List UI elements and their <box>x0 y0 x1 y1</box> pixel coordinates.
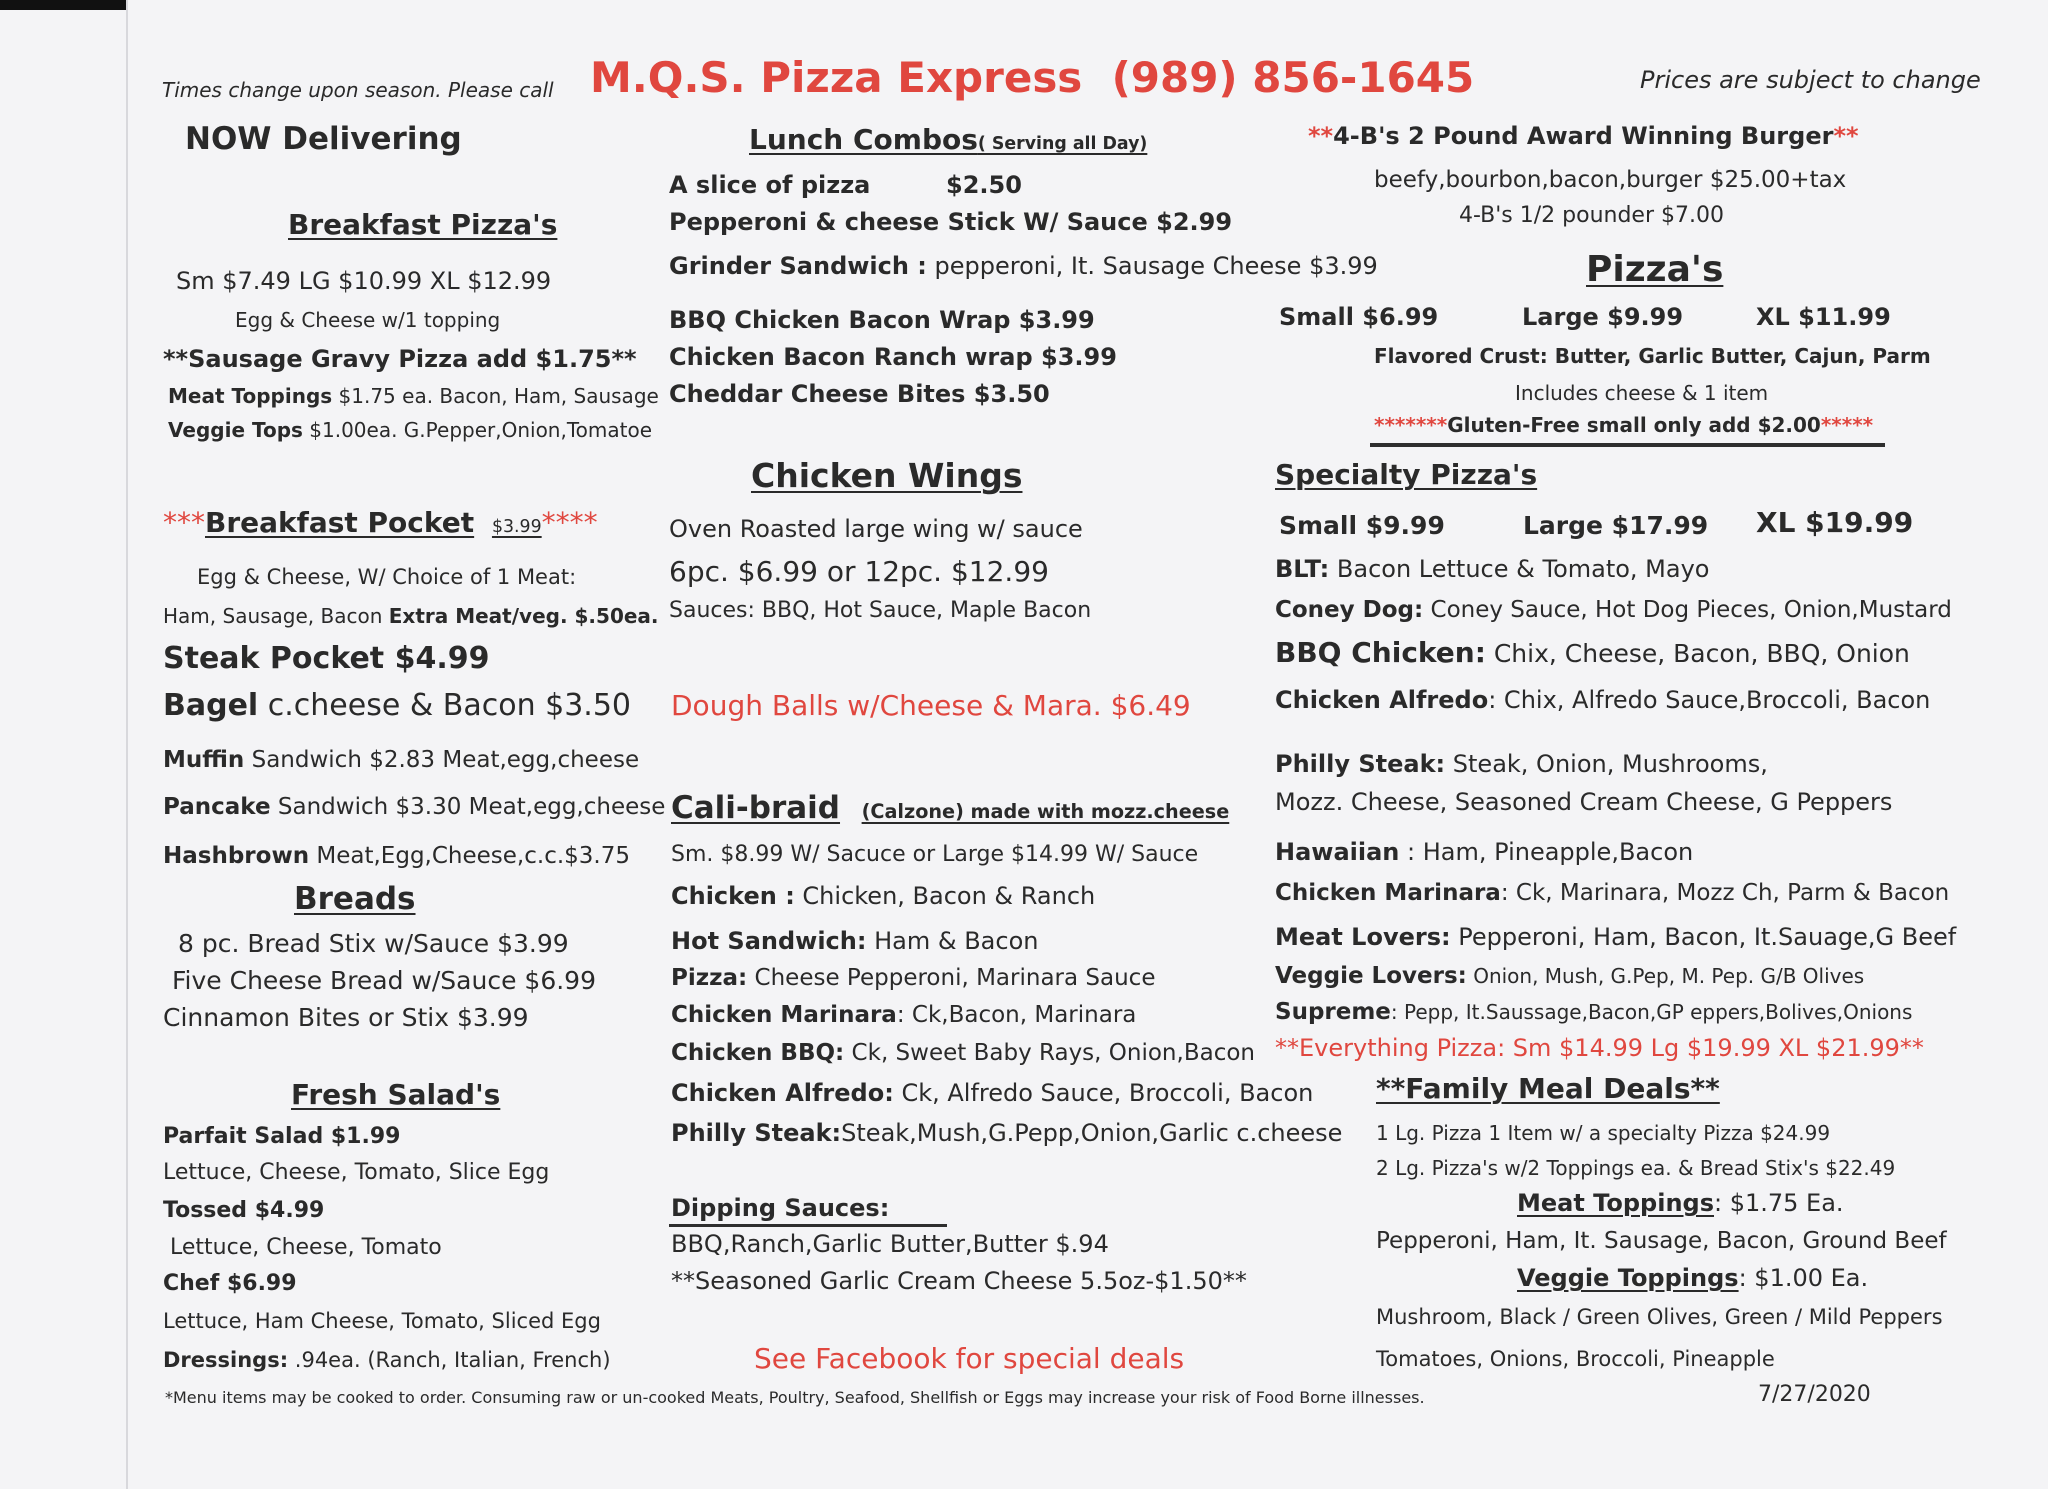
meat-toppings-text: $1.75 ea. Bacon, Ham, Sausage <box>332 384 659 408</box>
breads-heading: Breads <box>294 881 416 917</box>
pocket-desc-2 <box>163 606 659 626</box>
grinder-text: pepperoni, It. Sausage Cheese $3.99 <box>926 252 1378 280</box>
veggie-tops-label: Veggie Tops <box>168 418 303 442</box>
muffin-line <box>163 749 639 772</box>
cali-braid-heading <box>671 790 1230 826</box>
specialty-text: Coney Sauce, Hot Dog Pieces, Onion,Mustard <box>1423 597 1952 623</box>
pizza-slice-price: $2.50 <box>946 171 1022 199</box>
specialty-label: Meat Lovers: <box>1275 923 1451 951</box>
cali-braid-sub: (Calzone) made with mozz.cheese <box>861 800 1230 823</box>
meat-toppings-label: Meat Toppings <box>168 384 333 408</box>
cali-item-text: Ck, Sweet Baby Rays, Onion,Bacon <box>844 1040 1255 1066</box>
cali-braid-prices: Sm. $8.99 W/ Sacuce or Large $14.99 W/ Sauce <box>671 842 1199 867</box>
flavored-crust: Flavored Crust: Butter, Garlic Butter, Cajun, Parm <box>1374 344 1931 368</box>
cali-item-label: Chicken : <box>671 882 795 910</box>
tossed-salad: Tossed $4.99 <box>163 1198 325 1223</box>
breakfast-pizza-desc: Egg & Cheese w/1 topping <box>235 308 501 332</box>
lunch-combos-title: Lunch Combos <box>749 123 978 156</box>
breakfast-pocket-title: Breakfast Pocket <box>205 506 475 539</box>
specialty-label: Chicken Alfredo <box>1275 686 1489 714</box>
pizza-divider <box>1370 443 1885 447</box>
specialty-item <box>1275 1001 1912 1024</box>
pocket-stars-left: *** <box>163 506 205 539</box>
meat-toppings-list: Pepperoni, Ham, It. Sausage, Bacon, Ground Beef <box>1376 1228 1947 1254</box>
pepperoni-stick: Pepperoni & cheese Stick W/ Sauce $2.99 <box>669 208 1233 236</box>
muffin-label: Muffin <box>163 747 245 773</box>
wings-prices: 6pc. $6.99 or 12pc. $12.99 <box>669 555 1049 588</box>
food-disclaimer: *Menu items may be cooked to order. Consuming raw or un-cooked Meats, Poultry, Seafood, Shellfish or Eggs may increase your risk of Food Borne illnesses. <box>165 1388 1425 1407</box>
cali-item-text: Steak,Mush,G.Pepp,Onion,Garlic c.cheese <box>841 1119 1343 1147</box>
veggie-toppings-list-1: Mushroom, Black / Green Olives, Green / Mild Peppers <box>1376 1305 1943 1329</box>
specialty-item <box>1275 752 1768 776</box>
cali-item-text: Cheese Pepperoni, Marinara Sauce <box>747 965 1156 991</box>
cali-item-text: Chicken, Bacon & Ranch <box>794 882 1096 910</box>
dressings-label: Dressings: <box>163 1348 289 1372</box>
specialty-text: Steak, Onion, Mushrooms, <box>1445 750 1768 778</box>
cali-braid-title: Cali-braid <box>671 790 841 826</box>
hashbrown-line <box>163 845 630 868</box>
salads-heading: Fresh Salad's <box>291 1078 501 1111</box>
specialty-text: Pepperoni, Ham, Bacon, It.Sauage,G Beef <box>1450 923 1957 951</box>
specialty-text: : Pepp, It.Saussage,Bacon,GP eppers,Bolives,Onions <box>1390 1000 1913 1024</box>
specialty-item <box>1275 790 1892 814</box>
tossed-desc: Lettuce, Cheese, Tomato <box>170 1235 442 1260</box>
pocket-desc-1: Egg & Cheese, W/ Choice of 1 Meat: <box>197 565 577 589</box>
specialty-text: Mozz. Cheese, Seasoned Cream Cheese, G Peppers <box>1275 788 1893 816</box>
pocket-stars-right: **** <box>541 506 598 539</box>
cali-braid-item <box>671 1042 1255 1065</box>
cali-braid-item <box>671 1081 1313 1105</box>
facebook-deals: See Facebook for special deals <box>754 1342 1185 1375</box>
cali-braid-item <box>671 1004 1136 1027</box>
bbq-wrap: BBQ Chicken Bacon Wrap $3.99 <box>669 306 1095 334</box>
cali-braid-item <box>671 929 1038 953</box>
cali-item-label: Hot Sandwich: <box>671 927 867 955</box>
bagel-text: c.cheese & Bacon $3.50 <box>258 688 632 723</box>
meat-toppings-line <box>168 386 659 406</box>
now-delivering: NOW Delivering <box>185 121 462 157</box>
specialty-small: Small $9.99 <box>1279 511 1445 540</box>
specialty-large: Large $17.99 <box>1523 511 1709 540</box>
cali-item-text: Ck, Alfredo Sauce, Broccoli, Bacon <box>893 1079 1314 1107</box>
phone-number: (989) 856-1645 <box>1111 53 1475 102</box>
sausage-gravy-pizza: **Sausage Gravy Pizza add $1.75** <box>163 345 637 373</box>
cali-item-label: Chicken Alfredo: <box>671 1079 894 1107</box>
pizzas-heading: Pizza's <box>1586 249 1724 290</box>
scan-border <box>0 0 128 10</box>
specialty-text: Bacon Lettuce & Tomato, Mayo <box>1329 555 1710 583</box>
gluten-free-line <box>1374 415 1873 435</box>
breakfast-pocket-price: $3.99 <box>491 517 542 537</box>
pocket-meats: Ham, Sausage, Bacon <box>163 604 389 628</box>
wings-sauces: Sauces: BBQ, Hot Sauce, Maple Bacon <box>669 598 1092 623</box>
specialty-item <box>1275 965 1864 988</box>
gf-text: Gluten-Free small only add $2.00 <box>1447 413 1821 437</box>
burger-stars-right: ** <box>1833 122 1859 150</box>
burger-line-2: 4-B's 1/2 pounder $7.00 <box>1459 203 1724 228</box>
burger-stars-left: ** <box>1308 122 1334 150</box>
gf-stars-right: ***** <box>1820 413 1874 437</box>
specialty-text: : Ck, Marinara, Mozz Ch, Parm & Bacon <box>1500 880 1950 906</box>
steak-pocket: Steak Pocket $4.99 <box>163 641 490 676</box>
cali-item-label: Philly Steak: <box>671 1119 842 1147</box>
specialty-item <box>1275 882 1949 905</box>
pancake-label: Pancake <box>163 794 271 820</box>
specialty-label: Hawaiian <box>1275 838 1400 866</box>
family-deal-2: 2 Lg. Pizza's w/2 Toppings ea. & Bread Stix's $22.49 <box>1376 1156 1896 1180</box>
meat-toppings-heading <box>1517 1191 1844 1215</box>
parfait-salad: Parfait Salad $1.99 <box>163 1124 401 1149</box>
bread-item: 8 pc. Bread Stix w/Sauce $3.99 <box>178 929 569 958</box>
specialty-text: : Chix, Alfredo Sauce,Broccoli, Bacon <box>1488 686 1931 714</box>
dipping-line-1: BBQ,Ranch,Garlic Butter,Butter $.94 <box>671 1230 1109 1258</box>
grinder-label: Grinder Sandwich : <box>669 252 927 280</box>
chef-salad: Chef $6.99 <box>163 1271 297 1296</box>
specialty-item <box>1275 636 1910 669</box>
specialty-label: Supreme <box>1275 999 1391 1025</box>
cali-braid-item <box>671 967 1155 990</box>
specialty-label: Philly Steak: <box>1275 750 1446 778</box>
breakfast-pizzas-heading: Breakfast Pizza's <box>288 208 558 241</box>
burger-heading <box>1308 124 1859 148</box>
lunch-combos-heading <box>749 123 1148 156</box>
specialty-xl: XL $19.99 <box>1756 506 1914 539</box>
hashbrown-text: Meat,Egg,Cheese,c.c.$3.75 <box>309 843 630 869</box>
dressings-line <box>163 1350 611 1371</box>
cali-item-text: Ham & Bacon <box>866 927 1039 955</box>
specialty-item <box>1275 925 1956 949</box>
specialty-label: BLT: <box>1275 555 1330 583</box>
grinder-line <box>669 254 1378 278</box>
family-deal-1: 1 Lg. Pizza 1 Item w/ a specialty Pizza $24.99 <box>1376 1121 1831 1145</box>
cali-braid-item <box>671 1121 1342 1145</box>
season-note: Times change upon season. Please call <box>162 78 554 102</box>
specialty-heading: Specialty Pizza's <box>1275 458 1538 491</box>
pizza-slice: A slice of pizza <box>669 171 871 199</box>
cheddar-bites: Cheddar Cheese Bites $3.50 <box>669 380 1050 408</box>
restaurant-name: M.Q.S. Pizza Express <box>590 53 1083 102</box>
bread-item: Cinnamon Bites or Stix $3.99 <box>163 1003 529 1032</box>
cali-item-label: Pizza: <box>671 965 748 991</box>
menu-date: 7/27/2020 <box>1758 1382 1871 1407</box>
restaurant-title <box>590 53 1475 102</box>
breakfast-pizza-prices: Sm $7.49 LG $10.99 XL $12.99 <box>176 267 552 295</box>
pocket-extra: Extra Meat/veg. $.50ea. <box>388 604 659 628</box>
pancake-line <box>163 796 665 819</box>
everything-pizza: **Everything Pizza: Sm $14.99 Lg $19.99 XL $21.99** <box>1275 1034 1924 1062</box>
specialty-item <box>1275 688 1930 712</box>
specialty-text: Onion, Mush, G.Pep, M. Pep. G/B Olives <box>1466 964 1865 988</box>
meat-toppings-title: Meat Toppings <box>1517 1189 1714 1217</box>
lunch-combos-sub: ( Serving all Day) <box>977 134 1148 154</box>
pizza-xl: XL $11.99 <box>1756 303 1891 331</box>
specialty-item <box>1275 557 1709 581</box>
ranch-wrap: Chicken Bacon Ranch wrap $3.99 <box>669 343 1117 371</box>
scan-edge <box>126 0 128 1489</box>
specialty-item <box>1275 599 1952 622</box>
parfait-desc: Lettuce, Cheese, Tomato, Slice Egg <box>163 1160 550 1185</box>
specialty-label: Coney Dog: <box>1275 597 1424 623</box>
specialty-label: Chicken Marinara <box>1275 880 1501 906</box>
gf-stars-left: ******* <box>1374 413 1448 437</box>
burger-title: 4-B's 2 Pound Award Winning Burger <box>1333 122 1834 150</box>
pancake-text: Sandwich $3.30 Meat,egg,cheese <box>270 794 666 820</box>
specialty-item <box>1275 840 1693 864</box>
dipping-heading: Dipping Sauces: <box>671 1194 890 1222</box>
dressings-text: .94ea. (Ranch, Italian, French) <box>288 1348 611 1372</box>
dipping-underline <box>669 1224 947 1227</box>
veggie-toppings-heading <box>1517 1266 1868 1290</box>
cali-item-label: Chicken BBQ: <box>671 1040 845 1066</box>
pizza-small: Small $6.99 <box>1279 303 1439 331</box>
hashbrown-label: Hashbrown <box>163 843 310 869</box>
veggie-toppings-price: : $1.00 Ea. <box>1738 1264 1869 1292</box>
muffin-text: Sandwich $2.83 Meat,egg,cheese <box>244 747 640 773</box>
cali-braid-item <box>671 884 1095 908</box>
pizza-large: Large $9.99 <box>1522 303 1684 331</box>
bread-item: Five Cheese Bread w/Sauce $6.99 <box>172 966 596 995</box>
specialty-text: : Ham, Pineapple,Bacon <box>1399 838 1694 866</box>
cali-item-label: Chicken Marinara <box>671 1002 897 1028</box>
veggie-toppings-title: Veggie Toppings <box>1517 1264 1739 1292</box>
veggie-tops-text: $1.00ea. G.Pepper,Onion,Tomatoe <box>302 418 653 442</box>
price-change-note: Prices are subject to change <box>1640 66 1981 94</box>
bagel-label: Bagel <box>163 688 259 723</box>
bagel-line <box>163 688 632 723</box>
dough-balls: Dough Balls w/Cheese & Mara. $6.49 <box>671 689 1191 722</box>
pizza-includes: Includes cheese & 1 item <box>1515 381 1769 405</box>
chef-desc: Lettuce, Ham Cheese, Tomato, Sliced Egg <box>163 1309 601 1333</box>
meat-toppings-price: : $1.75 Ea. <box>1714 1189 1844 1217</box>
veggie-tops-line <box>168 420 652 440</box>
family-heading: **Family Meal Deals** <box>1376 1072 1720 1105</box>
specialty-label: Veggie Lovers: <box>1275 963 1467 989</box>
wings-heading: Chicken Wings <box>751 456 1023 495</box>
breakfast-pocket-heading <box>163 506 598 539</box>
cali-item-text: : Ck,Bacon, Marinara <box>896 1002 1137 1028</box>
specialty-label: BBQ Chicken: <box>1275 636 1486 669</box>
specialty-text: Chix, Cheese, Bacon, BBQ, Onion <box>1485 639 1910 668</box>
veggie-toppings-list-2: Tomatoes, Onions, Broccoli, Pineapple <box>1376 1347 1775 1371</box>
burger-line-1: beefy,bourbon,bacon,burger $25.00+tax <box>1374 167 1847 193</box>
dipping-line-2: **Seasoned Garlic Cream Cheese 5.5oz-$1.50** <box>671 1267 1247 1295</box>
wings-desc: Oven Roasted large wing w/ sauce <box>669 515 1083 543</box>
